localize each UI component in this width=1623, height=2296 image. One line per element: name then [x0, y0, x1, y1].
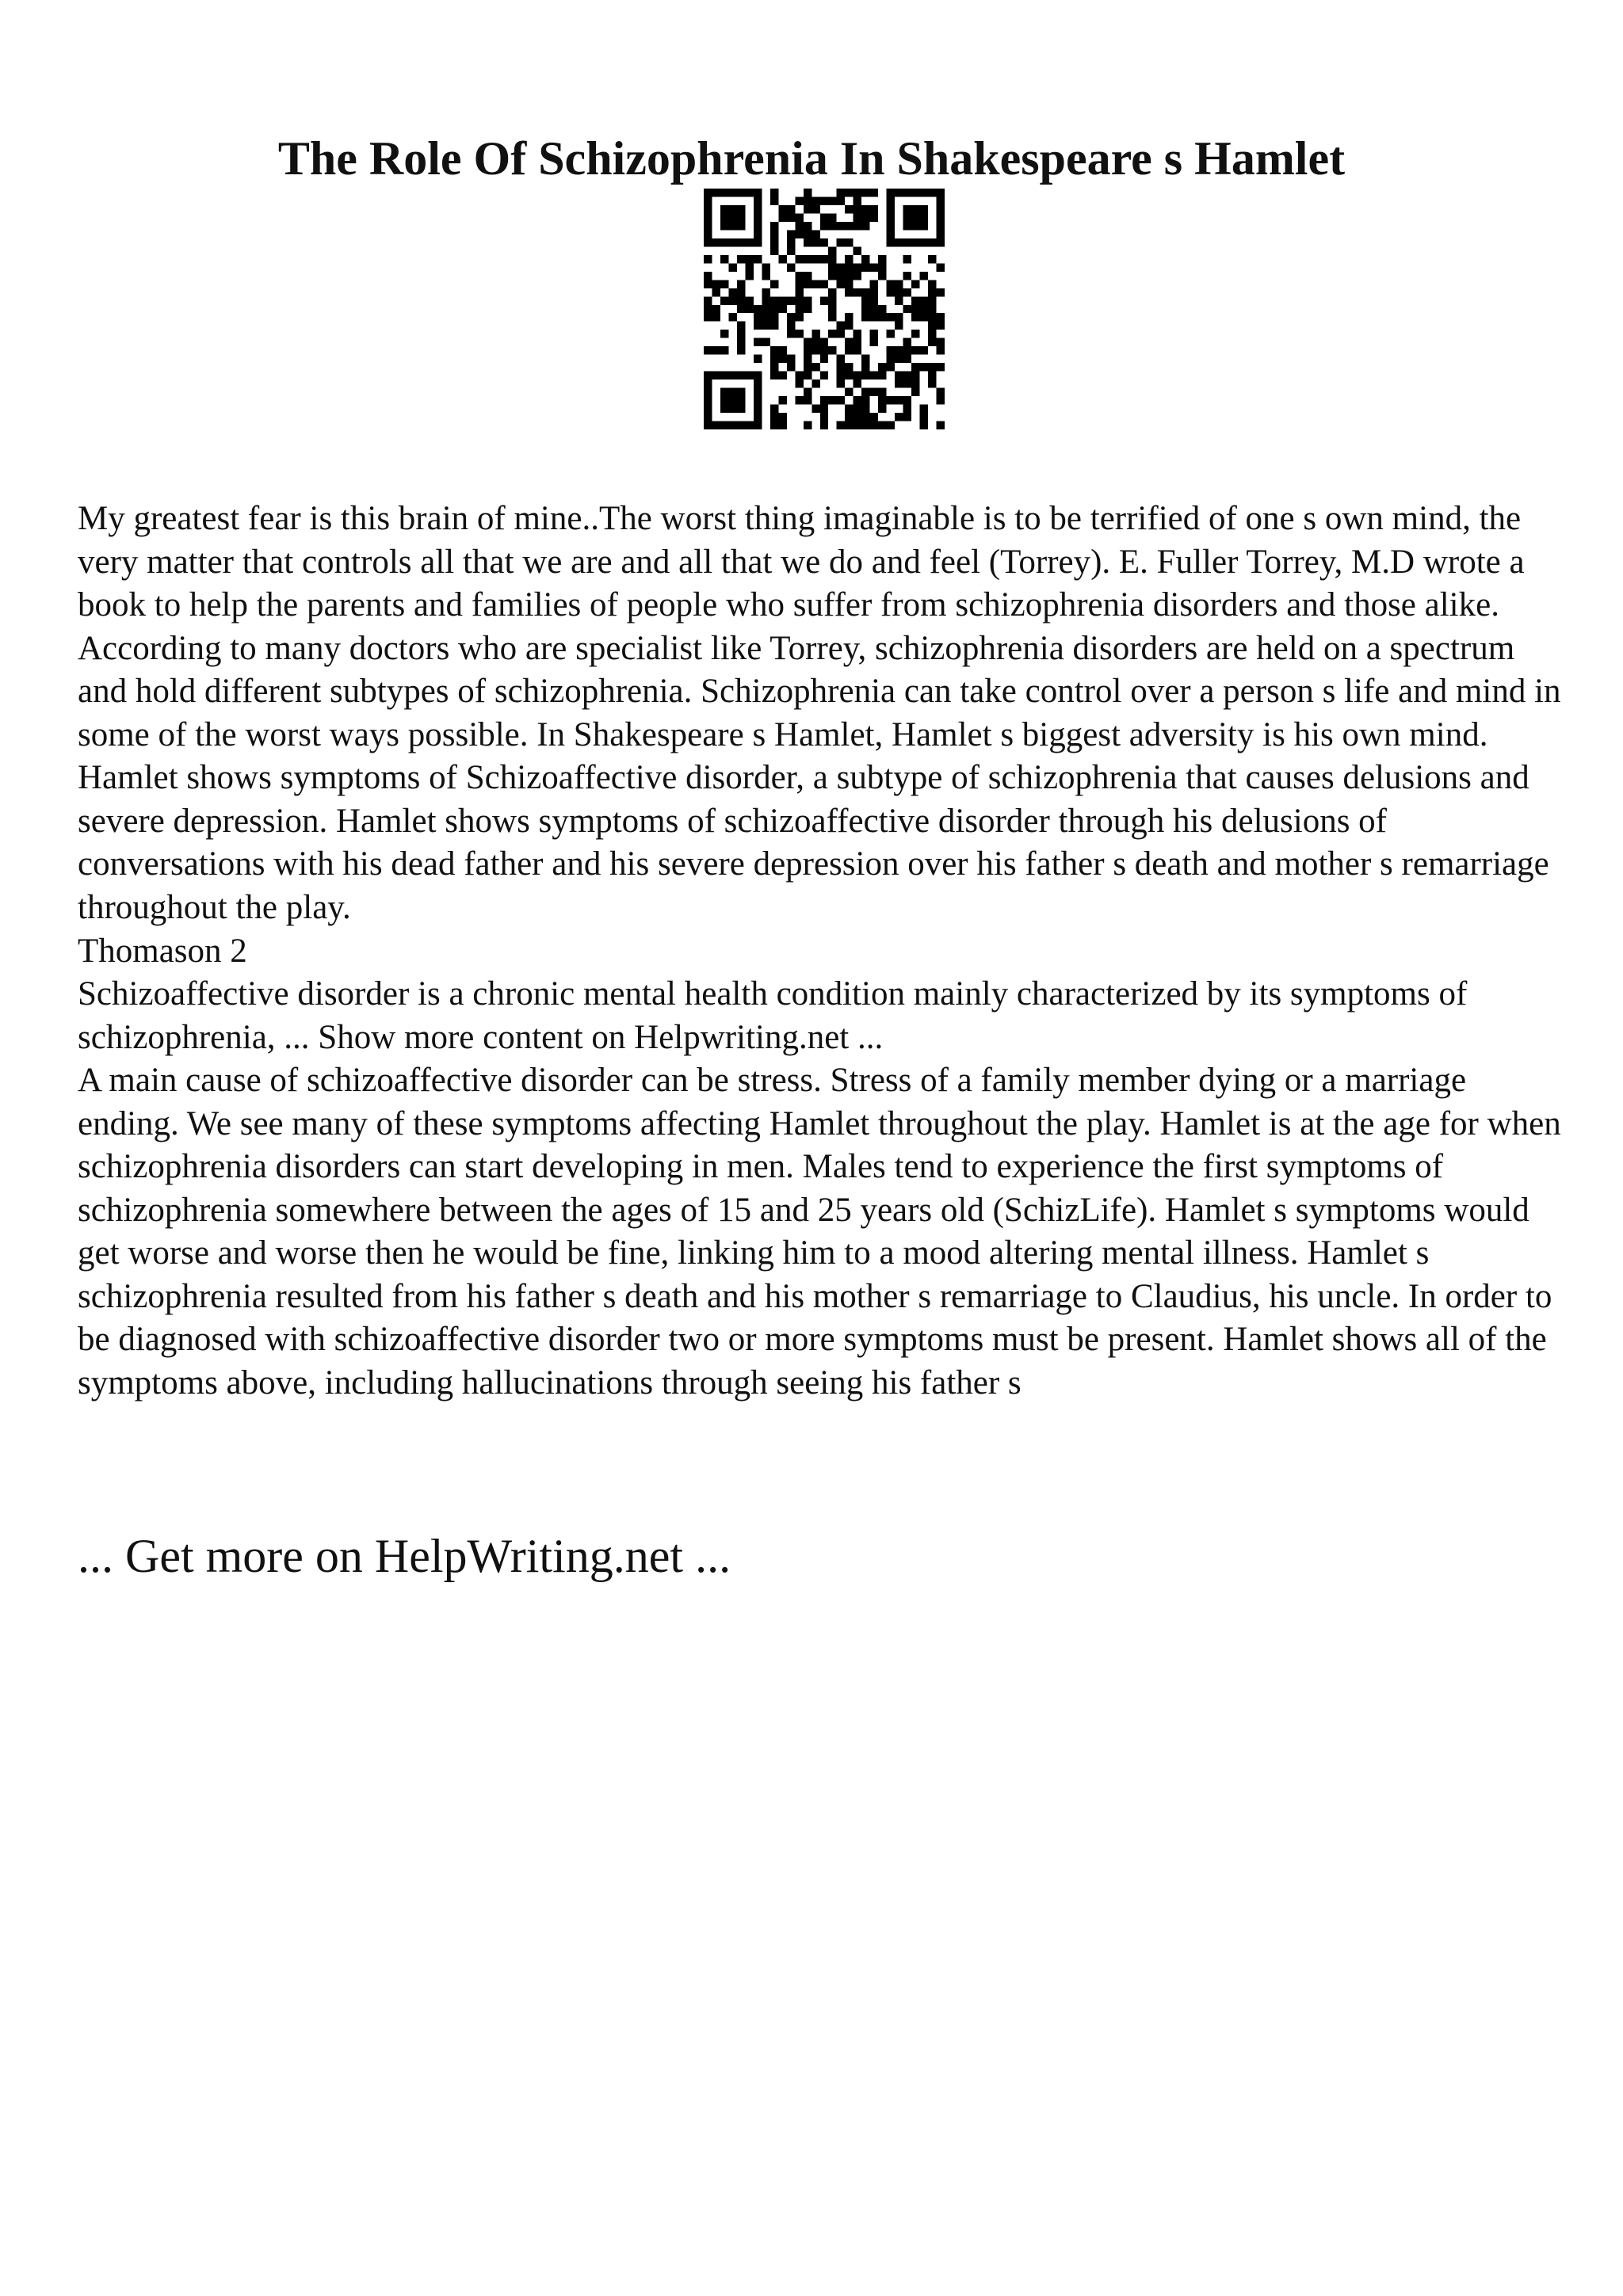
qr-code-icon: [704, 189, 945, 429]
paragraph-intro: My greatest fear is this brain of mine..The worst thing imaginable is to be terrified of one s own mind, the very matter that controls all that we are and all that we do and feel (Torrey). E. Fuller Torrey, M.D wrote a book to help the parents and families of people who suffer from schizophrenia disorders and those alike. According to many doctors who are specialist like Torrey, schizophrenia disorders are held on a spectrum and hold different subtypes of schizophrenia. Schizophrenia can take control over a person s life and mind in some of the worst ways possible. In Shakespeare s Hamlet, Hamlet s biggest adversity is his own mind. Hamlet shows symptoms of Schizoaffective disorder, a subtype of schizophrenia that causes delusions and severe depression. Hamlet shows symptoms of schizoaffective disorder through his delusions of conversations with his dead father and his severe depression over his father s death and mother s remarriage throughout the play.: [78, 500, 1561, 926]
document-title: The Role Of Schizophrenia In Shakespeare s Hamlet: [277, 132, 1346, 185]
paragraph-schizoaffective: Schizoaffective disorder is a chronic mental health condition mainly characterized by its symptoms of schizophrenia, ... Show more content on Helpwriting.net ...: [78, 975, 1468, 1056]
page-header-thomason: Thomason 2: [78, 933, 247, 970]
paragraph-stress: A main cause of schizoaffective disorder can be stress. Stress of a family member dying or a marriage ending. We see many of these symptoms affecting Hamlet throughout the play. Hamlet is at the age for when schizophrenia disorders can start developing in men. Males tend to experience the first symptoms of schizophrenia somewhere between the ages of 15 and 25 years old (SchizLife). Hamlet s symptoms would get worse and worse then he would be fine, linking him to a mood altering mental illness. Hamlet s schizophrenia resulted from his father s death and his mother s remarriage to Claudius, his uncle. In order to be diagnosed with schizoaffective disorder two or more symptoms must be present. Hamlet shows all of the symptoms above, including hallucinations through seeing his father s: [78, 1062, 1561, 1402]
get-more-link[interactable]: ... Get more on HelpWriting.net ...: [78, 1530, 731, 1582]
qr-code-graphic: [704, 189, 945, 429]
